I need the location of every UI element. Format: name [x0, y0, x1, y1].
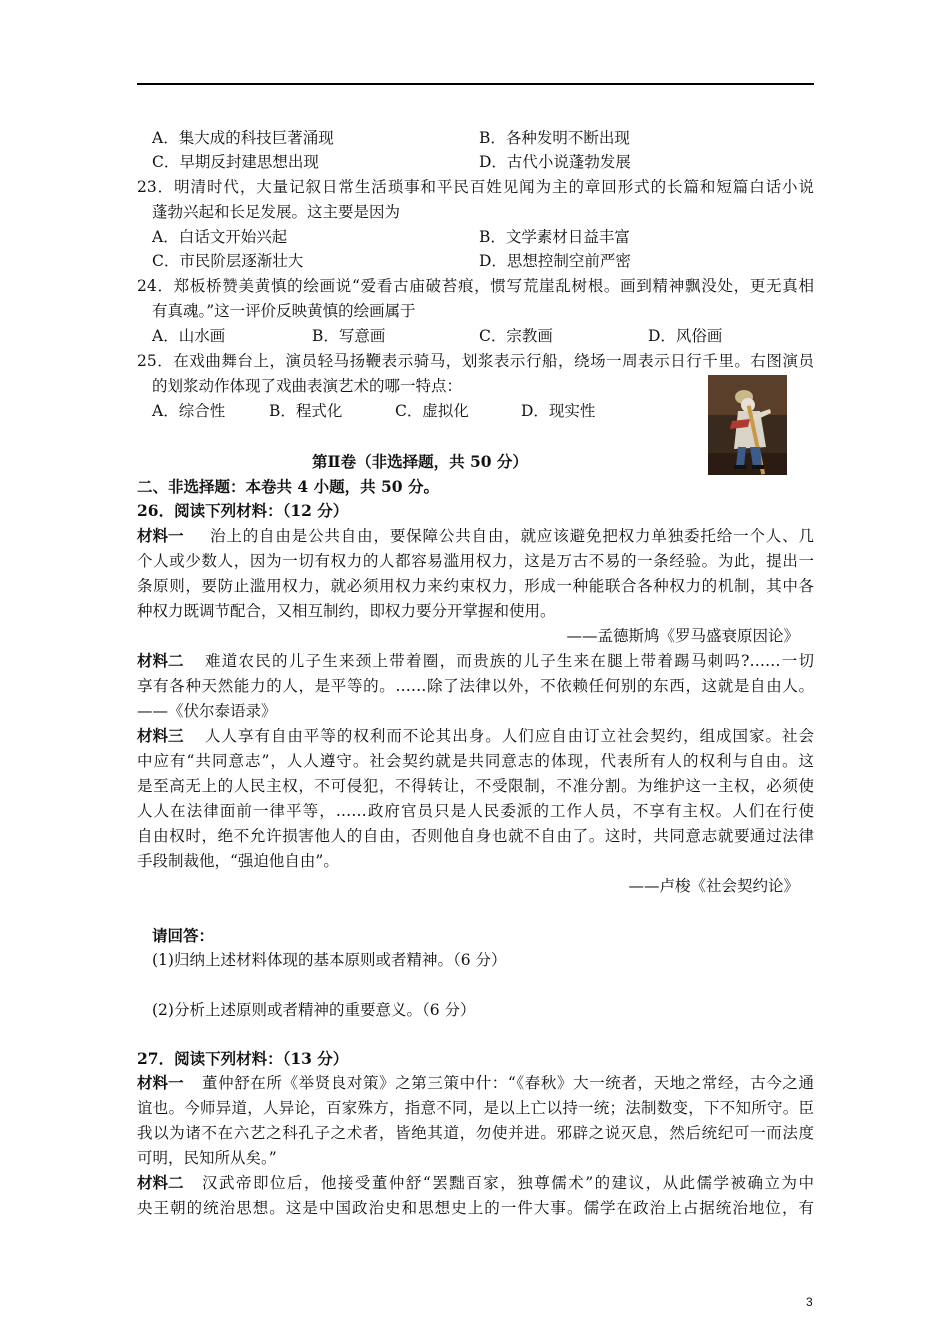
- q26-material2-label: 材料二: [137, 651, 184, 670]
- q24-stem-line1: 24．郑板桥赞美黄慎的绘画说“爱看古庙破苔痕，惯写荒崖乱树根。画到精神飘没处，更无真相: [137, 277, 814, 295]
- q26-material3-line3: 是至高无上的人民主权，不可侵犯，不得转让，不受限制，不准分割。为维护这一主权，必须使: [137, 777, 814, 795]
- q27-material2-label: 材料二: [137, 1173, 184, 1192]
- q26-title: 26．阅读下列材料：（12 分）: [137, 501, 349, 520]
- q27-title: 27．阅读下列材料：（13 分）: [137, 1049, 349, 1068]
- q27-material1-line3: 我以为诸不在六艺之科孔子之术者，皆绝其道，勿使并进。邪辟之说灭息，然后统纪可一而法度: [137, 1124, 814, 1142]
- q26-material1-line1: 治上的自由是公共自由，要保障公共自由，就应该避免把权力单独委托给一个人、几: [210, 527, 814, 545]
- q26-material2-line2: 享有各种天然能力的人，是平等的。……除了法律以外，不依赖任何别的东西，这就是自由人。: [137, 677, 814, 695]
- q26-material3-line4: 人人在法律面前一律平等，……政府官员只是人民委派的工作人员，不享有主权。人们在行使: [137, 802, 814, 820]
- q25-option-a: A．综合性: [152, 402, 226, 420]
- q25-option-d: D．现实性: [521, 402, 596, 420]
- q24-option-c: C．宗教画: [479, 327, 553, 345]
- q24-stem-line2: 有真魂。”这一评价反映黄慎的绘画属于: [152, 302, 416, 320]
- q23-option-c: C．市民阶层逐渐壮大: [152, 252, 304, 270]
- q27-material2-line1: 汉武帝即位后，他接受董仲舒“罢黜百家，独尊儒术”的建议，从此儒学被确立为中: [202, 1174, 814, 1192]
- option-d: D．古代小说蓬勃发展: [479, 153, 631, 171]
- q26-sub-question-1: (1)归纳上述材料体现的基本原则或者精神。（6 分）: [152, 951, 507, 969]
- q26-material3-line6: 手段制裁他，“强迫他自由”。: [137, 852, 339, 870]
- page-number: 3: [806, 1295, 813, 1309]
- q27-material2-line2: 央王朝的统治思想。这是中国政治史和思想史上的一件大事。儒学在政治上占据统治地位，有: [137, 1199, 814, 1217]
- q27-material1-label: 材料一: [137, 1073, 184, 1092]
- option-b: B．各种发明不断出现: [479, 129, 630, 147]
- q26-ask: 请回答：: [152, 926, 215, 945]
- option-c: C．早期反封建思想出现: [152, 153, 319, 171]
- q26-material3-source: ——卢梭《社会契约论》: [628, 877, 799, 895]
- q24-option-b: B．写意画: [312, 327, 386, 345]
- q26-material1-line3: 条原则，要防止滥用权力，就必须用权力来约束权力，形成一种能联合各种权力的机制，其中各: [137, 577, 814, 595]
- q23-option-b: B．文学素材日益丰富: [479, 228, 630, 246]
- opera-performer-rowing-photo-icon: [708, 375, 787, 475]
- q26-material1-label: 材料一: [137, 526, 184, 545]
- part2-heading: 二、非选择题：本卷共 4 小题，共 50 分。: [137, 477, 439, 496]
- q25-stem-line2: 的划浆动作体现了戏曲表演艺术的哪一特点：: [152, 377, 463, 395]
- q26-material1-line4: 种权力既调节配合，又相互制约，即权力要分开掌握和使用。: [137, 602, 556, 620]
- q23-stem-line1: 23．明清时代，大量记叙日常生活琐事和平民百姓见闻为主的章回形式的长篇和短篇白话小说: [137, 178, 814, 196]
- q23-stem-line2: 蓬勃兴起和长足发展。这主要是因为: [152, 203, 401, 221]
- q24-option-d: D．风俗画: [648, 327, 723, 345]
- q25-option-b: B．程式化: [269, 402, 343, 420]
- q25-option-c: C．虚拟化: [395, 402, 469, 420]
- q26-material2-source: ——《伏尔泰语录》: [137, 702, 277, 720]
- q24-option-a: A．山水画: [152, 327, 226, 345]
- q26-material3-line5: 自由权时，绝不允许损害他人的自由，否则他自身也就不自由了。这时，共同意志就要通过法律: [137, 827, 814, 845]
- q26-material1-source: ——孟德斯鸠《罗马盛衰原因论》: [566, 627, 799, 645]
- q26-material2-line1: 难道农民的儿子生来颈上带着圈，而贵族的儿子生来在腿上带着踢马刺吗?……一切: [205, 652, 814, 670]
- header-rule: [137, 83, 814, 85]
- q26-material3-line2: 中应有“共同意志”，人人遵守。社会契约就是共同意志的体现，代表所有人的权利与自由。这: [137, 752, 814, 770]
- q25-stem-line1: 25．在戏曲舞台上，演员轻马扬鞭表示骑马，划浆表示行船，绕场一周表示日行千里。右图演员: [137, 352, 814, 370]
- part2-title: 第Ⅱ卷（非选择题，共 50 分）: [312, 452, 528, 471]
- q26-material3-line1: 人人享有自由平等的权利而不论其出身。人们应自由订立社会契约，组成国家。社会: [205, 727, 814, 745]
- opera-performer-photo: [708, 375, 787, 475]
- option-a: A．集大成的科技巨著涌现: [152, 129, 334, 147]
- q27-material1-line4: 可明，民知所从矣。”: [137, 1149, 277, 1167]
- q26-sub-question-2: (2)分析上述原则或者精神的重要意义。（6 分）: [152, 1001, 476, 1019]
- q26-material3-label: 材料三: [137, 726, 184, 745]
- q27-material1-line2: 谊也。今师异道，人异论，百家殊方，指意不同，是以上亡以持一统；法制数变，下不知所守。臣: [137, 1099, 814, 1117]
- q26-material1-line2: 个人或少数人，因为一切有权力的人都容易滥用权力，这是万古不易的一条经验。为此，提出一: [137, 552, 814, 570]
- q27-material1-line1: 董仲舒在所《举贤良对策》之第三策中什：“《春秋》大一统者，天地之常经，古今之通: [202, 1074, 814, 1092]
- q23-option-d: D．思想控制空前严密: [479, 252, 631, 270]
- q23-option-a: A．白话文开始兴起: [152, 228, 288, 246]
